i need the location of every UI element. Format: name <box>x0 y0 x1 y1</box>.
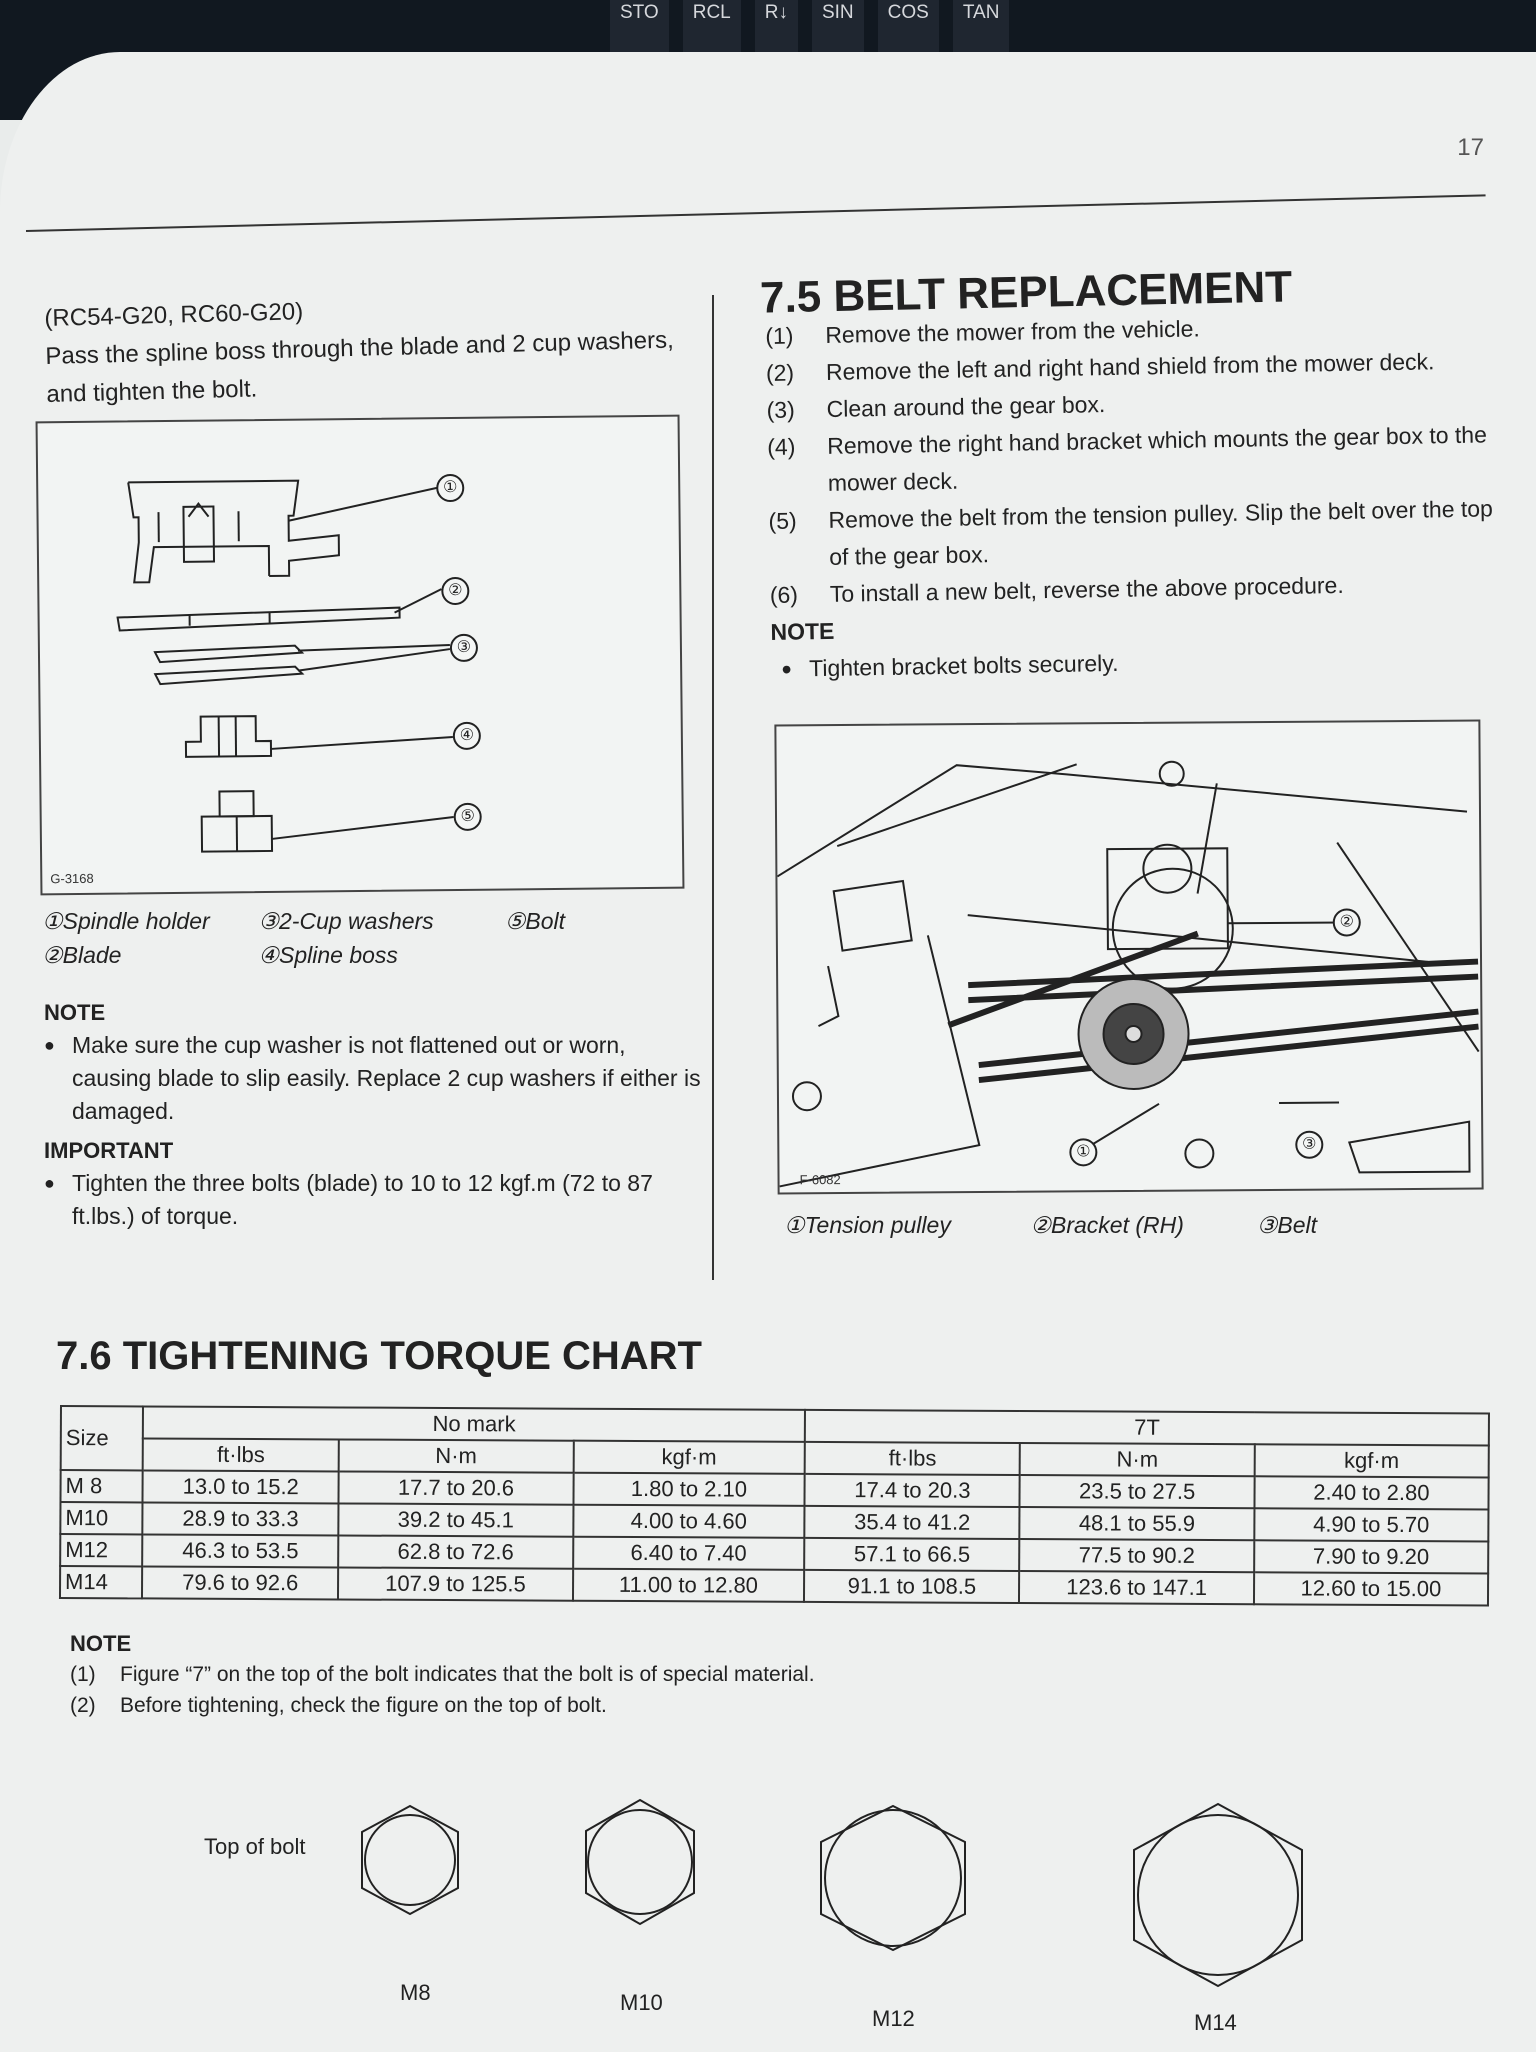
belt-callout-2: ② <box>1333 908 1361 936</box>
belt-note-heading: NOTE <box>770 601 1501 651</box>
model-list: (RC54-G20, RC60-G20) <box>44 283 685 338</box>
blade-notes <box>44 990 704 1233</box>
value-cell: 39.2 to 45.1 <box>339 1503 573 1536</box>
bolt-head-drawings <box>0 1790 1536 2040</box>
callout-3: ③ <box>450 634 478 662</box>
value-cell: 91.1 to 108.5 <box>804 1570 1019 1603</box>
value-cell: 35.4 to 41.2 <box>805 1506 1020 1539</box>
size-cell: M14 <box>60 1566 142 1598</box>
belt-step: (1) Remove the mower from the vehicle. <box>765 305 1496 355</box>
value-cell: 11.00 to 12.80 <box>572 1569 804 1602</box>
table-row <box>60 1566 1488 1605</box>
unit-header: kgf·m <box>573 1441 805 1474</box>
figure-code: G-3168 <box>50 871 94 886</box>
value-cell: 77.5 to 90.2 <box>1020 1539 1254 1572</box>
value-cell: 107.9 to 125.5 <box>338 1567 572 1600</box>
unit-header: N·m <box>1020 1443 1254 1476</box>
callout-2: ② <box>441 577 469 605</box>
legend-spindle-holder: ①Spindle holder <box>42 904 252 938</box>
calc-key-rdown: R↓ <box>755 0 798 60</box>
blade-figure-legend <box>42 904 682 972</box>
size-cell: M10 <box>60 1502 142 1534</box>
value-cell: 23.5 to 27.5 <box>1020 1475 1254 1508</box>
value-cell: 17.7 to 20.6 <box>339 1471 573 1504</box>
belt-replacement-title: 7.5 BELT REPLACEMENT <box>760 262 1293 323</box>
torque-notes <box>70 1622 1170 1721</box>
torque-note: (1) Figure “7” on the top of the bolt indicates that the bolt is of special material. <box>70 1659 1170 1690</box>
blade-instruction-text: Pass the spline boss through the blade and 2 cup washers, and tighten the bolt. <box>45 321 687 414</box>
legend-cup-washers: ③2-Cup washers <box>258 904 498 938</box>
belt-steps <box>765 305 1501 688</box>
torque-chart-title: 7.6 TIGHTENING TORQUE CHART <box>56 1334 702 1379</box>
calc-key-rcl: RCL <box>683 0 741 60</box>
value-cell: 4.90 to 5.70 <box>1254 1508 1488 1541</box>
unit-header: ft·lbs <box>805 1442 1020 1475</box>
header-rule <box>26 194 1486 232</box>
column-size: Size <box>61 1406 143 1470</box>
value-cell: 57.1 to 66.5 <box>804 1538 1019 1571</box>
belt-figure-code: F-6082 <box>799 1172 840 1187</box>
callout-4: ④ <box>453 722 481 750</box>
note-cup-washer: ● Make sure the cup washer is not flattened out or worn, causing blade to slip easily. Replace 2 cup washers if either is damaged. <box>44 1029 704 1128</box>
calculator-keys <box>610 0 1009 60</box>
belt-note-text: ● Tighten bracket bolts securely. <box>781 638 1502 688</box>
size-cell: M 8 <box>60 1470 142 1502</box>
legend-belt: ③Belt <box>1257 1208 1317 1242</box>
legend-bracket: ②Bracket (RH) <box>1030 1208 1250 1242</box>
value-cell: 123.6 to 147.1 <box>1019 1571 1253 1604</box>
note-heading: NOTE <box>44 996 704 1029</box>
value-cell: 17.4 to 20.3 <box>805 1474 1020 1507</box>
group-7t: 7T <box>805 1410 1489 1446</box>
bolt-size-m10: M10 <box>620 1990 663 2016</box>
belt-callout-1: ① <box>1069 1138 1097 1166</box>
legend-bolt: ⑤Bolt <box>505 904 565 938</box>
bolt-size-m12: M12 <box>872 2006 915 2032</box>
top-of-bolt-label: Top of bolt <box>204 1834 306 1860</box>
belt-drawing <box>776 722 1481 1193</box>
legend-spline-boss: ④Spline boss <box>258 938 398 972</box>
value-cell: 12.60 to 15.00 <box>1254 1572 1488 1605</box>
value-cell: 28.9 to 33.3 <box>142 1502 338 1535</box>
bolt-size-m14: M14 <box>1194 2010 1237 2036</box>
value-cell: 79.6 to 92.6 <box>142 1566 338 1599</box>
important-heading: IMPORTANT <box>44 1134 704 1167</box>
belt-step: (4) Remove the right hand bracket which mounts the gear box to the mower deck. <box>767 416 1498 503</box>
belt-step: (5) Remove the belt from the tension pulley. Slip the belt over the top of the gear box. <box>768 490 1499 577</box>
calc-key-sin: SIN <box>812 0 864 60</box>
calc-key-tan: TAN <box>953 0 1010 60</box>
unit-header: N·m <box>339 1439 573 1472</box>
belt-figure <box>774 720 1483 1195</box>
bolt-size-m8: M8 <box>400 1980 431 2006</box>
blade-instruction <box>44 283 687 414</box>
value-cell: 13.0 to 15.2 <box>143 1470 339 1503</box>
size-cell: M12 <box>60 1534 142 1566</box>
value-cell: 4.00 to 4.60 <box>573 1505 805 1538</box>
value-cell: 1.80 to 2.10 <box>573 1473 805 1506</box>
belt-callout-3: ③ <box>1295 1131 1323 1159</box>
belt-step: (6) To install a new belt, reverse the above procedure. <box>770 564 1501 614</box>
unit-header: kgf·m <box>1254 1444 1488 1477</box>
legend-tension-pulley: ①Tension pulley <box>784 1208 1024 1242</box>
legend-blade: ②Blade <box>42 938 252 972</box>
value-cell: 62.8 to 72.6 <box>338 1535 572 1568</box>
column-divider <box>712 295 714 1280</box>
torque-note-heading: NOTE <box>70 1628 1170 1659</box>
blade-assembly-drawing <box>38 417 683 894</box>
belt-step: (2) Remove the left and right hand shield from the mower deck. <box>766 342 1497 392</box>
torque-note: (2) Before tightening, check the figure on the top of bolt. <box>70 1690 1170 1721</box>
unit-header: ft·lbs <box>143 1438 339 1471</box>
value-cell: 46.3 to 53.5 <box>142 1534 338 1567</box>
callout-1: ① <box>436 474 464 502</box>
value-cell: 2.40 to 2.80 <box>1254 1476 1488 1509</box>
torque-table <box>59 1405 1490 1606</box>
belt-figure-legend <box>784 1208 1484 1242</box>
calc-key-sto: STO <box>610 0 669 60</box>
bolt-tops-figure <box>0 1790 1536 2040</box>
callout-5: ⑤ <box>454 803 482 831</box>
group-no-mark: No mark <box>143 1406 805 1441</box>
calc-key-cos: COS <box>878 0 939 60</box>
belt-step: (3) Clean around the gear box. <box>766 379 1497 429</box>
important-torque: ● Tighten the three bolts (blade) to 10 to 12 kgf.m (72 to 87 ft.lbs.) of torque. <box>44 1167 704 1233</box>
page-number: 17 <box>1457 134 1484 162</box>
blade-assembly-figure <box>36 415 685 896</box>
value-cell: 48.1 to 55.9 <box>1020 1507 1254 1540</box>
value-cell: 7.90 to 9.20 <box>1254 1540 1488 1573</box>
value-cell: 6.40 to 7.40 <box>573 1537 805 1570</box>
